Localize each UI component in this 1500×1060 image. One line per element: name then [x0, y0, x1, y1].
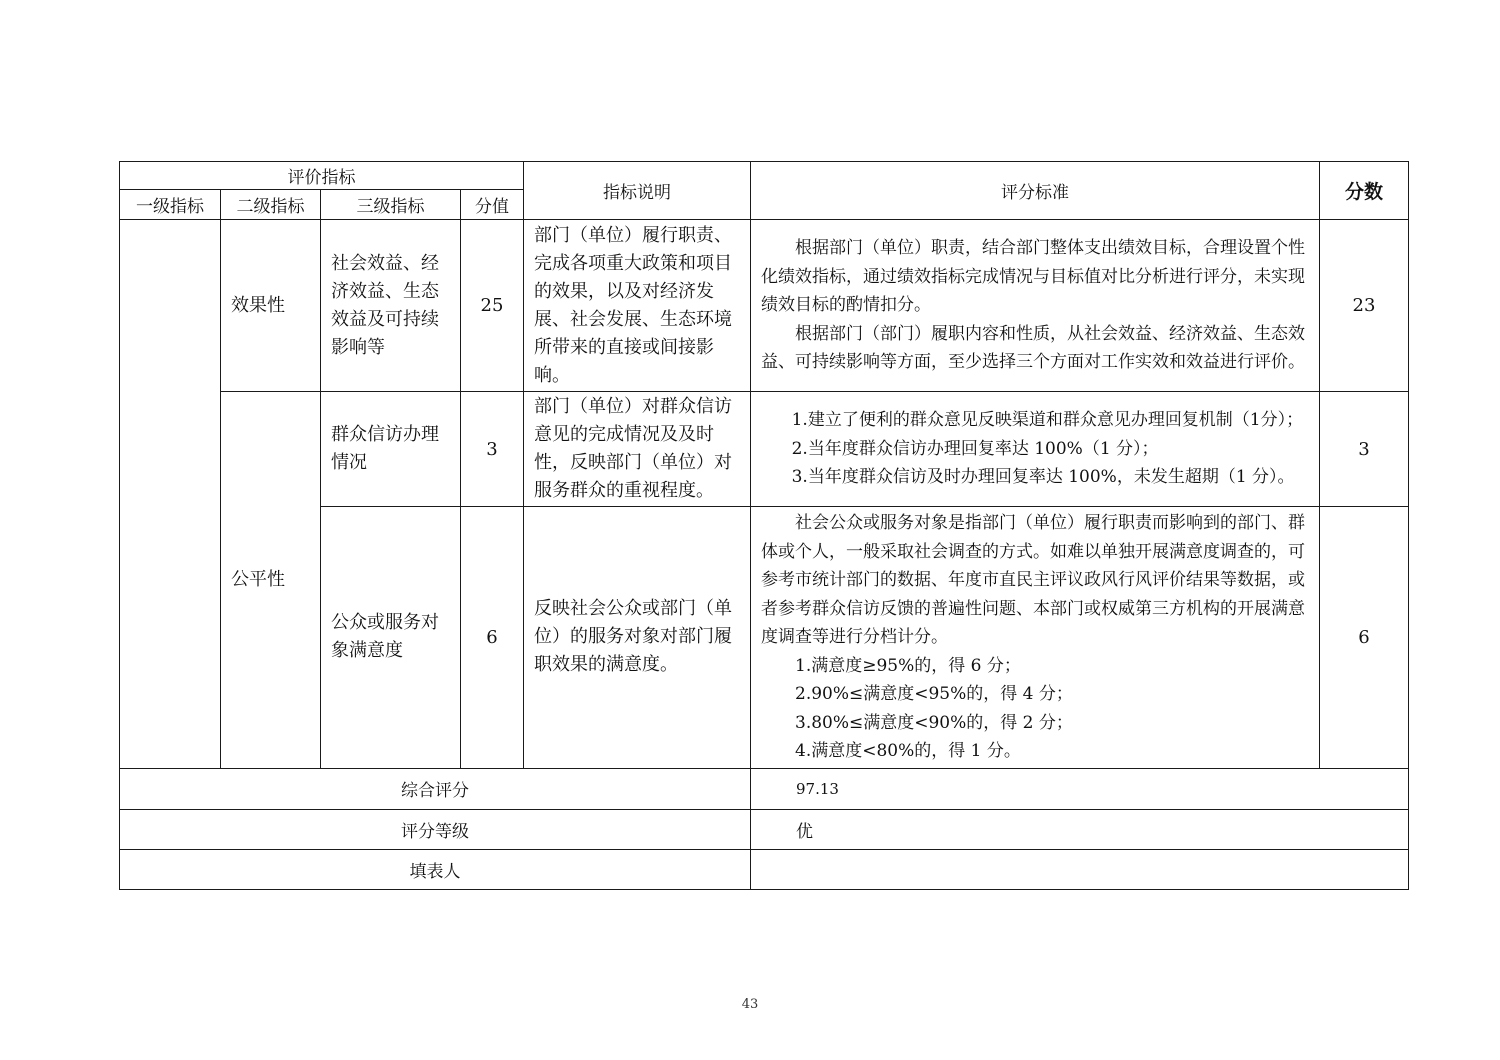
- criteria-cell: [751, 507, 1320, 769]
- weight-cell: 3: [461, 392, 524, 507]
- header-weight: 分值: [461, 190, 524, 220]
- summary-row-filler: [120, 849, 1409, 889]
- filler-label: 填表人: [120, 849, 751, 889]
- criteria-cell: [751, 392, 1320, 507]
- criteria-cell: [751, 220, 1320, 392]
- level1-cell: [120, 220, 221, 769]
- criteria-item: 2.90%≤满意度<95%的，得 4 分；: [795, 684, 1073, 704]
- criteria-item: 1.满意度≥95%的，得 6 分；: [795, 655, 1021, 676]
- level3-cell: 公众或服务对象满意度: [321, 507, 461, 769]
- criteria-item: 3.当年度群众信访及时办理回复率达 100%，未发生超期（1 分）。: [791, 467, 1295, 488]
- header-description: 指标说明: [524, 162, 751, 220]
- criteria-item: 3.80%≤满意度<90%的，得 2 分；: [795, 712, 1073, 733]
- level2-cell: 效果性: [221, 220, 321, 392]
- level3-cell: 群众信访办理情况: [321, 392, 461, 507]
- level3-cell: 社会效益、经济效益、生态效益及可持续影响等: [321, 220, 461, 392]
- grade-value: 优: [751, 809, 1409, 849]
- header-group: 评价指标: [120, 162, 524, 190]
- header-criteria: 评分标准: [751, 162, 1320, 220]
- header-level1: 一级指标: [120, 190, 221, 220]
- criteria-paragraph: 根据部门（单位）职责，结合部门整体支出绩效目标，合理设置个性化绩效指标，通过绩效指标完成情况与目标值对比分析进行评分，未实现绩效目标的酌情扣分。: [761, 238, 1305, 316]
- summary-row-grade: [120, 809, 1409, 849]
- weight-cell: 25: [461, 220, 524, 392]
- page-number: 43: [741, 997, 759, 1012]
- criteria-item: 2.当年度群众信访办理回复率达 100%（1 分）；: [791, 438, 1159, 459]
- description-cell: 部门（单位）履行职责、完成各项重大政策和项目的效果，以及对经济发展、社会发展、生态环境所带来的直接或间接影响。: [524, 220, 751, 392]
- criteria-item: 4.满意度<80%的，得 1 分。: [795, 741, 1021, 761]
- header-score: 分数: [1320, 162, 1409, 220]
- criteria-item: 1.建立了便利的群众意见反映渠道和群众意见办理回复机制（1分）；: [791, 410, 1304, 431]
- total-score-value: 97.13: [751, 768, 1409, 809]
- evaluation-table: [119, 161, 1409, 890]
- grade-label: 评分等级: [120, 809, 751, 849]
- table-row: [120, 392, 1409, 507]
- summary-row-total: [120, 768, 1409, 809]
- criteria-paragraph: 社会公众或服务对象是指部门（单位）履行职责而影响到的部门、群体或个人，一般采取社会调查的方式。如难以单独开展满意度调查的，可参考市统计部门的数据、年度市直民主评议政风行风评价结果等数据，或者参考群众信访反馈的普遍性问题、本部门或权威第三方机构的开展满意度调查等进行分档计分。: [761, 513, 1305, 647]
- weight-cell: 6: [461, 507, 524, 769]
- description-cell: 反映社会公众或部门（单位）的服务对象对部门履职效果的满意度。: [524, 507, 751, 769]
- criteria-paragraph: 根据部门（部门）履职内容和性质，从社会效益、经济效益、生态效益、可持续影响等方面，至少选择三个方面对工作实效和效益进行评价。: [761, 323, 1305, 373]
- score-cell: 23: [1320, 220, 1409, 392]
- description-cell: 部门（单位）对群众信访意见的完成情况及及时性，反映部门（单位）对服务群众的重视程度。: [524, 392, 751, 507]
- header-level2: 二级指标: [221, 190, 321, 220]
- table-row: [120, 220, 1409, 392]
- score-cell: 3: [1320, 392, 1409, 507]
- filler-value: [751, 849, 1409, 889]
- score-cell: 6: [1320, 507, 1409, 769]
- total-score-label: 综合评分: [120, 768, 751, 809]
- header-level3: 三级指标: [321, 190, 461, 220]
- level2-cell: 公平性: [221, 392, 321, 769]
